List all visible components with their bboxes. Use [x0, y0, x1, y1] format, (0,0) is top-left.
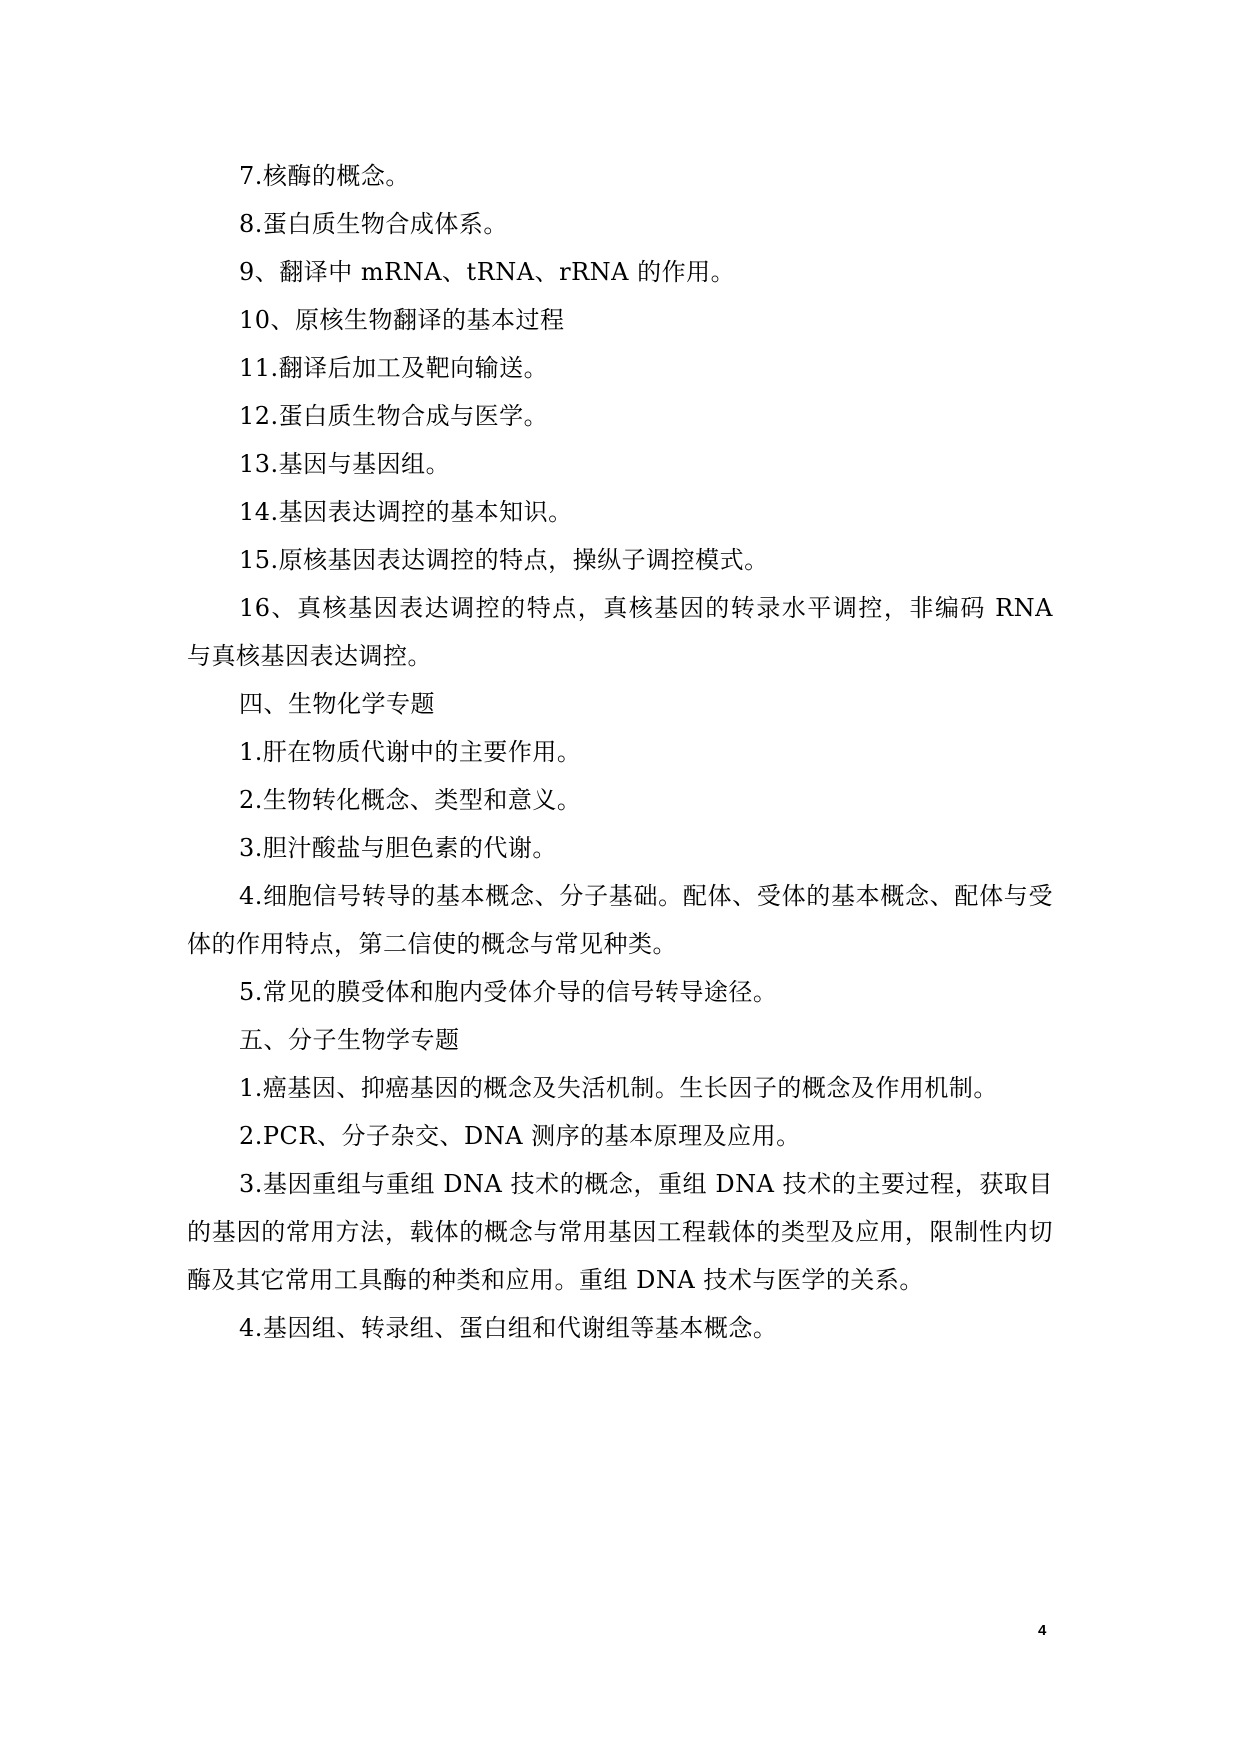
- list-item-rna-roles: 9、翻译中 mRNA、tRNA、rRNA 的作用。: [239, 258, 736, 286]
- list-item-eukaryotic-regulation: 16、真核基因表达调控的特点，真核基因的转录水平调控，非编码 RNA 与真核基因表达调控。: [187, 594, 1053, 670]
- section-heading-biochemistry: 四、生物化学专题: [239, 690, 435, 718]
- list-item-omics: 4.基因组、转录组、蛋白组和代谢组等基本概念。: [239, 1314, 778, 1342]
- list-item-protein-synthesis-medicine: 12.蛋白质生物合成与医学。: [239, 402, 549, 430]
- list-item-recombinant-dna: 3.基因重组与重组 DNA 技术的概念，重组 DNA 技术的主要过程，获取目的基因的常用方法，载体的概念与常用基因工程载体的类型及应用，限制性内切酶及其它常用工具酶的种类和应用。重组 DNA 技术与医学的关系。: [187, 1170, 1053, 1294]
- list-item-prokaryotic-translation: 10、原核生物翻译的基本过程: [239, 306, 565, 334]
- list-item-post-translational: 11.翻译后加工及靶向输送。: [239, 354, 549, 382]
- list-item-gene-expression-basics: 14.基因表达调控的基本知识。: [239, 498, 573, 526]
- document-body: [187, 152, 1053, 1352]
- list-item-pcr: 2.PCR、分子杂交、DNA 测序的基本原理及应用。: [239, 1122, 801, 1150]
- page-number: 4: [1038, 1622, 1047, 1639]
- list-item-biotransformation: 2.生物转化概念、类型和意义。: [239, 786, 582, 814]
- list-item-oncogenes: 1.癌基因、抑癌基因的概念及失活机制。生长因子的概念及作用机制。: [239, 1074, 998, 1102]
- list-item-protein-synthesis-system: 8.蛋白质生物合成体系。: [239, 210, 508, 238]
- list-item-prokaryotic-regulation: 15.原核基因表达调控的特点，操纵子调控模式。: [239, 546, 769, 574]
- list-item-ribozyme: 7.核酶的概念。: [239, 162, 410, 190]
- list-item-signal-transduction: 4.细胞信号转导的基本概念、分子基础。配体、受体的基本概念、配体与受体的作用特点，第二信使的概念与常见种类。: [187, 882, 1053, 958]
- list-item-gene-genome: 13.基因与基因组。: [239, 450, 451, 478]
- list-item-bile-acid: 3.胆汁酸盐与胆色素的代谢。: [239, 834, 557, 862]
- list-item-liver-metabolism: 1.肝在物质代谢中的主要作用。: [239, 738, 582, 766]
- list-item-receptor-pathways: 5.常见的膜受体和胞内受体介导的信号转导途径。: [239, 978, 778, 1006]
- section-heading-molecular-biology: 五、分子生物学专题: [239, 1026, 460, 1054]
